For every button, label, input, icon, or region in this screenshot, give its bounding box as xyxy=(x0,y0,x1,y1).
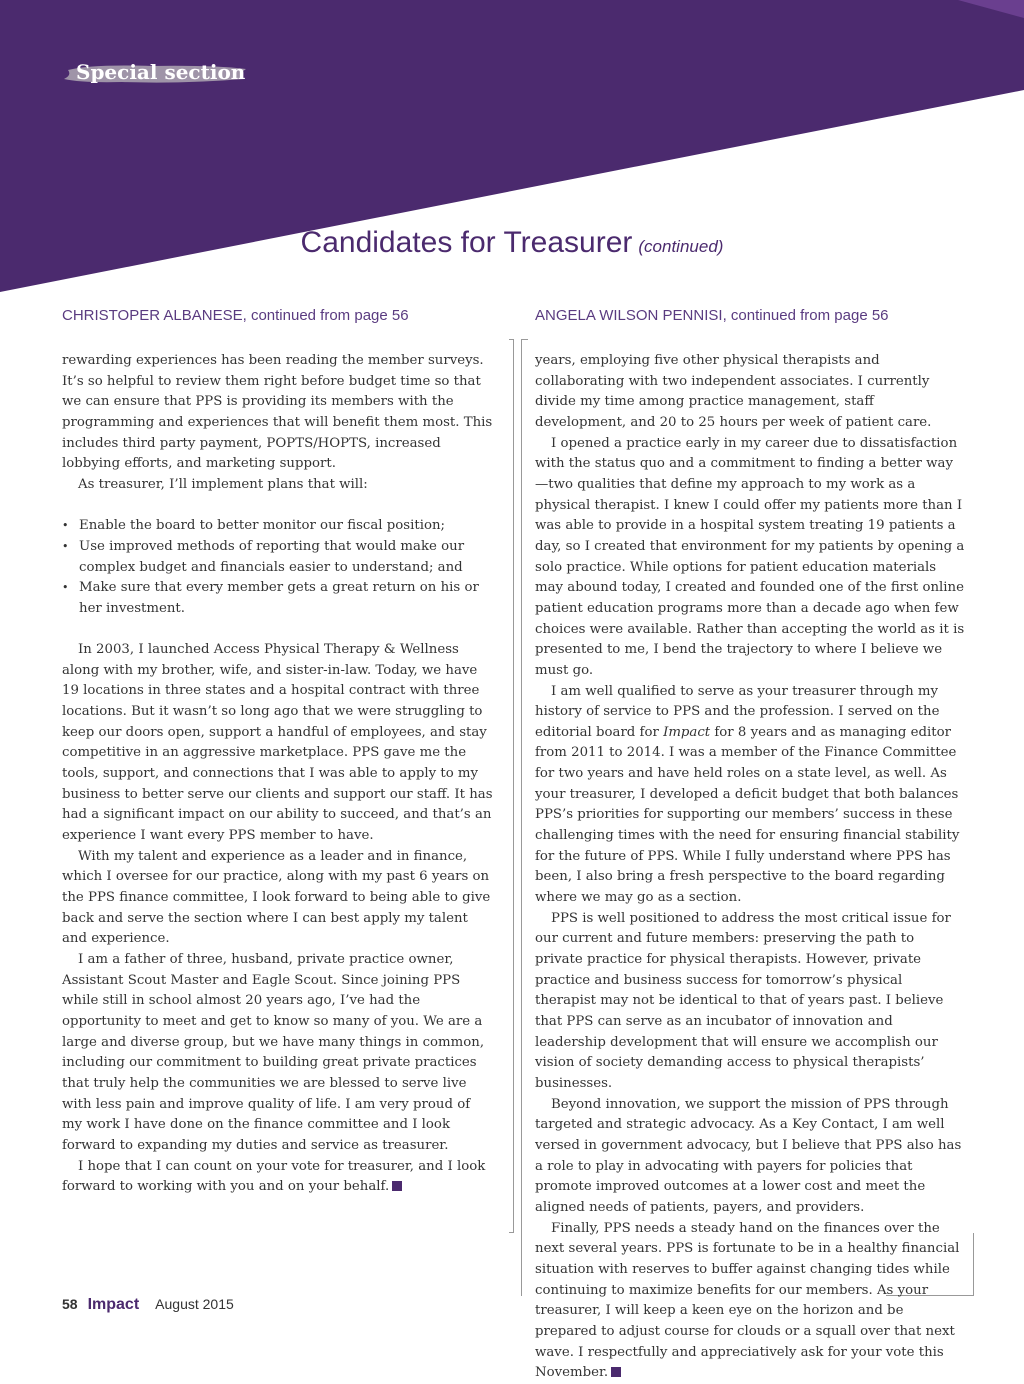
left-paragraph: As treasurer, I’ll implement plans that will: xyxy=(78,476,368,492)
bullet-item: • Enable the board to better monitor our fiscal position; xyxy=(62,516,494,537)
right-continued-note: , continued from page 56 xyxy=(722,307,889,324)
left-column-frame xyxy=(509,339,514,1233)
end-of-article-mark xyxy=(611,1367,621,1377)
right-closing-text: Finally, PPS needs a steady hand on the finances over the next several years. PPS is fortunate to be in a healthy financial situation with reserves to buffer against changing tides while continuing to maximize benefits for our members. As your treasurer, I will keep a keen eye on the horizon and be prepared to adjust course for clouds or a squall over that next wave. I respectfully and appreciatively ask for your vote this November. xyxy=(535,1220,960,1381)
right-paragraph xyxy=(535,682,965,909)
left-column-heading xyxy=(62,307,409,324)
left-candidate-name: CHRISTOPER ALBANESE xyxy=(62,307,243,324)
right-column-text xyxy=(535,351,965,1384)
publication-name: Impact xyxy=(87,1296,140,1313)
left-paragraph: I am a father of three, husband, private practice owner, Assistant Scout Master and Eagle Scout. Since joining PPS while still in school almost 20 years ago, I’ve had the opportunity to meet and get to know so many of you. We are a large and diverse group, but we have many things in common, including our commitment to building great private practices that truly help the communities we are blessed to serve live with less pain and improve quality of life. I am very proud of my work I have done on the finance committee and I look forward to expanding my duties and service as treasurer. xyxy=(62,952,485,1153)
page-footer xyxy=(62,1296,234,1314)
issue-date: August 2015 xyxy=(155,1296,234,1312)
right-candidate-name: ANGELA WILSON PENNISI xyxy=(535,307,723,324)
publication-name-italic: Impact xyxy=(663,724,711,740)
left-column-text xyxy=(62,351,494,1198)
right-p3-start: I am well qualified to serve as your treasurer through my history of service to PPS and the profession. I served on the editorial board for xyxy=(535,683,940,740)
right-p3-end: for 8 years and as managing editor from 2011 to 2014. I was a member of the Finance Committee for two years and have held roles on a state level, as well. As your treasurer, I developed a deficit budget that both balances PPS’s priorities for supporting our members’ success in these challenging times with the need for ensuring financial stability for the future of PPS. While I fully understand where PPS has been, I also bring a fresh perspective to the board regarding where we may go as a section. xyxy=(535,724,960,906)
bullet-item: • Use improved methods of reporting that would make our complex budget and financials easier to understand; and xyxy=(62,537,494,578)
right-paragraph-final xyxy=(535,1219,965,1384)
section-label: Special section xyxy=(76,60,246,84)
right-column-frame xyxy=(521,339,528,1296)
left-closing-text: I hope that I can count on your vote for treasurer, and I look forward to working with you and on your behalf. xyxy=(62,1158,486,1195)
right-column-heading xyxy=(535,307,889,324)
right-paragraph: Beyond innovation, we support the mission of PPS through targeted and strategic advocacy. As a Key Contact, I am well versed in government advocacy, but I believe that PPS also has a role to play in advocating with payers for policies that promote improved outcomes at a lower cost and meet the aligned needs of patients, payers, and providers. xyxy=(535,1096,962,1215)
left-paragraph-final xyxy=(62,1157,494,1198)
left-paragraph: With my talent and experience as a leader and in finance, which I oversee for our practice, along with my past 6 years on the PPS finance committee, I look forward to being able to give back and serve the section where I can best apply my talent and experience. xyxy=(62,848,491,947)
right-paragraph: I opened a practice early in my career due to dissatisfaction with the status quo and a commitment to finding a better way—two qualities that define my approach to my work as a physical therapist. I knew I could offer my patients more than I was able to provide in a hospital system treating 19 patients a day, so I created that environment for my patients by opening a solo practice. While options for patient education materials may abound today, I created and founded one of the first online patient education programs more than a decade ago when few choices were available. Rather than accepting the world as it is presented to me, I bend the trajectory to where I believe we must go. xyxy=(535,435,965,678)
left-paragraph: In 2003, I launched Access Physical Therapy & Wellness along with my brother, wife, and sister-in-law. Today, we have 19 locations in three states and a hospital contract with three locations. But it wasn’t so long ago that we were struggling to keep our doors open, support a handful of employees, and stay competitive in an aggressive marketplace. PPS gave me the tools, support, and connections that I was able to apply to my business to better serve our clients and support our staff. It has had a significant impact on our ability to succeed, and that’s an experience I want every PPS member to have. xyxy=(62,642,493,844)
left-continued-note: , continued from page 56 xyxy=(242,307,409,324)
bullet-item: • Make sure that every member gets a great return on his or her investment. xyxy=(62,578,494,619)
left-paragraph: rewarding experiences has been reading the member surveys. It’s so helpful to review them right before budget time so that we can ensure that PPS is providing its members with the programming and experiences that will benefit them most. This includes third party payment, POPTS/HOPTS, increased lobbying efforts, and marketing support. xyxy=(62,353,493,472)
page-title-main: Candidates for Treasurer xyxy=(300,226,633,259)
end-of-article-mark xyxy=(392,1181,402,1191)
page-title-continued: (continued) xyxy=(638,237,724,256)
page-title xyxy=(0,226,1024,260)
page-number: 58 xyxy=(62,1296,78,1312)
right-column-frame-side xyxy=(973,1233,974,1296)
left-bullet-list xyxy=(62,516,494,619)
right-paragraph: years, employing five other physical therapists and collaborating with two independent associates. I currently divide my time among practice management, staff development, and 20 to 25 hours per week of patient care. xyxy=(535,353,932,430)
right-paragraph: PPS is well positioned to address the most critical issue for our current and future members: preserving the path to private practice for physical therapists. However, private practice and business success for tomorrow’s physical therapist may not be identical to that of years past. I believe that PPS can serve as an incubator of innovation and leadership development that will ensure we accomplish our vision of society demanding access to physical therapists’ businesses. xyxy=(535,910,951,1091)
